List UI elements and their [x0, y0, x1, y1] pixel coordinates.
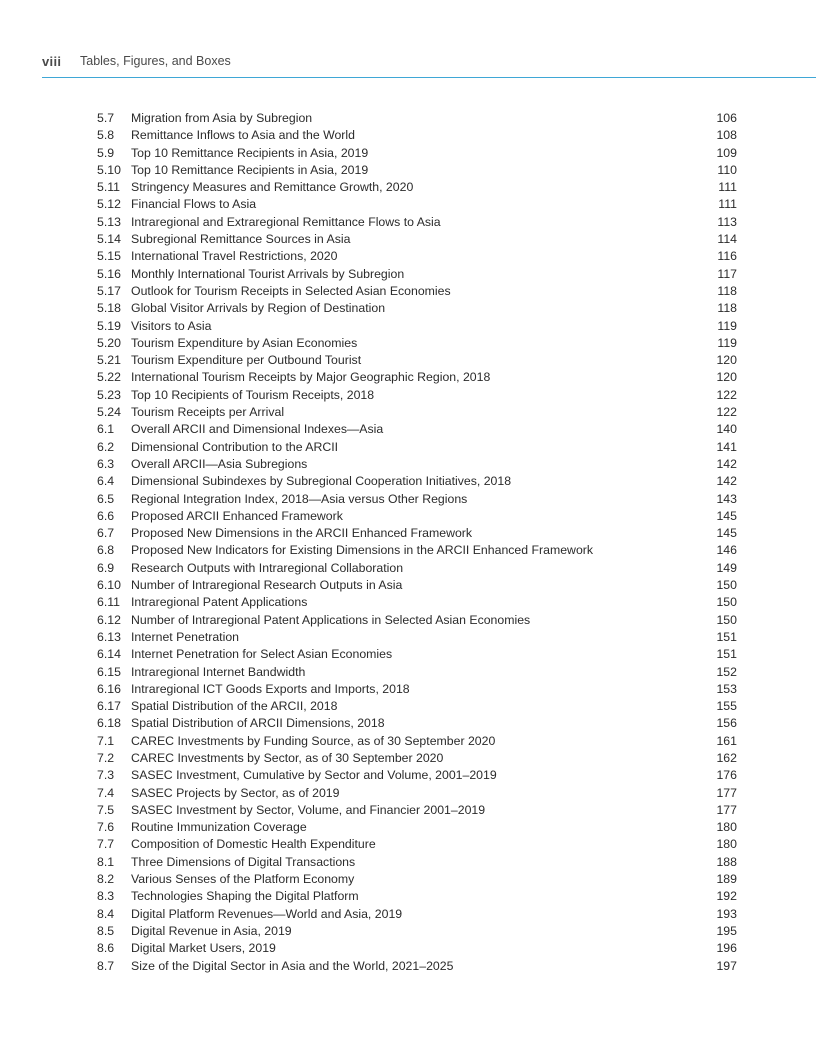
entry-title: SASEC Investment by Sector, Volume, and Financier 2001–2019: [131, 802, 486, 817]
entry-page-number: 106: [716, 111, 737, 125]
toc-entry[interactable]: [97, 940, 737, 957]
entry-number: 6.8: [97, 543, 115, 558]
entry-number: 7.3: [97, 768, 115, 783]
entry-number: 5.7: [97, 111, 115, 125]
entry-page-number: 116: [717, 249, 737, 264]
entry-number: 6.2: [97, 439, 115, 454]
toc-entry[interactable]: [97, 888, 737, 905]
entry-page-number: 119: [717, 318, 737, 333]
toc-entry[interactable]: [97, 352, 737, 369]
entry-title: Global Visitor Arrivals by Region of Destination: [131, 301, 386, 316]
entry-title: Digital Revenue in Asia, 2019: [131, 923, 292, 938]
entry-number: 8.6: [97, 941, 115, 956]
entry-number: 5.16: [97, 266, 121, 281]
entry-title: Proposed New Indicators for Existing Dimensions in the ARCII Enhanced Framework: [131, 543, 594, 558]
toc-entry[interactable]: [97, 127, 737, 144]
toc-entry[interactable]: [97, 369, 737, 386]
entry-page-number: 143: [716, 491, 737, 506]
entry-page-number: 145: [716, 508, 737, 523]
entry-page-number: 108: [716, 128, 737, 143]
toc-entry[interactable]: [97, 508, 737, 525]
toc-entry[interactable]: [97, 560, 737, 577]
entry-page-number: 118: [717, 283, 737, 298]
entry-page-number: 177: [716, 785, 737, 800]
entry-number: 5.15: [97, 249, 121, 264]
entry-title: Migration from Asia by Subregion: [131, 111, 313, 125]
entry-title: Routine Immunization Coverage: [131, 820, 307, 835]
entry-title: Dimensional Contribution to the ARCII: [131, 439, 339, 454]
entry-page-number: 140: [716, 422, 737, 437]
entry-title: Various Senses of the Platform Economy: [131, 872, 355, 887]
toc-entry[interactable]: [97, 750, 737, 767]
entry-page-number: 161: [716, 733, 737, 748]
toc-entry[interactable]: [97, 421, 737, 438]
entry-page-number: 150: [716, 612, 737, 627]
entry-number: 6.10: [97, 578, 121, 593]
entry-title: SASEC Investment, Cumulative by Sector and Volume, 2001–2019: [131, 768, 497, 783]
toc-entry[interactable]: [97, 214, 737, 231]
entry-number: 5.11: [97, 180, 121, 195]
entry-page-number: 110: [717, 162, 737, 177]
entry-page-number: 150: [716, 595, 737, 610]
entry-page-number: 155: [716, 699, 737, 714]
entry-page-number: 114: [717, 232, 737, 247]
entry-title: Spatial Distribution of ARCII Dimensions, 2018: [131, 716, 385, 731]
toc-entry[interactable]: [97, 525, 737, 542]
entry-number: 7.2: [97, 750, 115, 765]
entry-number: 6.11: [97, 595, 121, 610]
toc-entry[interactable]: [97, 733, 737, 750]
page-number: viii: [42, 54, 62, 69]
toc-entry[interactable]: [97, 715, 737, 732]
toc-entry[interactable]: [97, 871, 737, 888]
toc-entry[interactable]: [97, 819, 737, 836]
entry-title: Top 10 Recipients of Tourism Receipts, 2018: [131, 387, 375, 402]
entry-number: 5.21: [97, 353, 121, 368]
entry-title: Internet Penetration: [131, 629, 240, 644]
entry-page-number: 145: [716, 526, 737, 541]
toc-entry[interactable]: [97, 110, 737, 127]
entry-number: 6.16: [97, 681, 121, 696]
entry-title: Intraregional ICT Goods Exports and Imports, 2018: [131, 681, 410, 696]
entry-page-number: 195: [716, 923, 737, 938]
entry-title: Research Outputs with Intraregional Collaboration: [131, 560, 404, 575]
toc-entry[interactable]: [97, 854, 737, 871]
entry-number: 6.15: [97, 664, 121, 679]
toc-entry[interactable]: [97, 785, 737, 802]
entry-title: CAREC Investments by Funding Source, as of 30 September 2020: [131, 733, 496, 748]
entry-page-number: 188: [716, 854, 737, 869]
entry-page-number: 156: [716, 716, 737, 731]
toc-entry[interactable]: [97, 387, 737, 404]
page-header: [42, 52, 816, 76]
entry-title: Regional Integration Index, 2018—Asia versus Other Regions: [131, 491, 468, 506]
entry-number: 7.6: [97, 820, 115, 835]
entry-page-number: 196: [716, 941, 737, 956]
entry-page-number: 193: [716, 906, 737, 921]
entry-number: 6.17: [97, 699, 121, 714]
entry-title: Financial Flows to Asia: [131, 197, 257, 212]
entry-number: 8.4: [97, 906, 115, 921]
toc-entry[interactable]: [97, 248, 737, 265]
entry-number: 6.4: [97, 474, 115, 489]
running-title: Tables, Figures, and Boxes: [80, 54, 231, 68]
entry-title: Number of Intraregional Research Outputs in Asia: [131, 578, 403, 593]
entry-number: 6.1: [97, 422, 115, 437]
entry-number: 7.1: [97, 733, 115, 748]
entry-title: Digital Platform Revenues—World and Asia, 2019: [131, 906, 403, 921]
entry-number: 8.1: [97, 854, 115, 869]
toc-entry[interactable]: [97, 594, 737, 611]
entry-title: Intraregional Internet Bandwidth: [131, 664, 306, 679]
toc-entry[interactable]: [97, 906, 737, 923]
entry-number: 5.19: [97, 318, 121, 333]
entry-number: 5.18: [97, 301, 121, 316]
entry-title: Number of Intraregional Patent Applications in Selected Asian Economies: [131, 612, 531, 627]
entry-title: Intraregional and Extraregional Remittance Flows to Asia: [131, 214, 441, 229]
entry-page-number: 152: [716, 664, 737, 679]
entry-title: SASEC Projects by Sector, as of 2019: [131, 785, 340, 800]
toc-entry[interactable]: [97, 542, 737, 559]
entry-number: 7.5: [97, 802, 115, 817]
entry-page-number: 162: [716, 750, 737, 765]
toc-entry[interactable]: [97, 318, 737, 335]
entry-number: 6.14: [97, 647, 121, 662]
entry-page-number: 197: [716, 958, 737, 973]
entry-title: Monthly International Tourist Arrivals by Subregion: [131, 266, 405, 281]
entry-page-number: 111: [718, 197, 737, 212]
entry-title: Three Dimensions of Digital Transactions: [131, 854, 356, 869]
entry-title: Tourism Receipts per Arrival: [131, 405, 285, 420]
entry-page-number: 176: [716, 768, 737, 783]
entry-page-number: 122: [716, 405, 737, 420]
entry-page-number: 117: [717, 266, 737, 281]
toc-entry[interactable]: [97, 439, 737, 456]
entry-number: 5.8: [97, 128, 115, 143]
entry-title: Composition of Domestic Health Expenditure: [131, 837, 376, 852]
entry-number: 5.10: [97, 162, 121, 177]
entry-number: 8.3: [97, 889, 115, 904]
toc-entry[interactable]: [97, 456, 737, 473]
entry-number: 8.7: [97, 958, 115, 973]
entry-number: 6.6: [97, 508, 115, 523]
entry-page-number: 150: [716, 578, 737, 593]
entry-page-number: 118: [717, 301, 737, 316]
entry-number: 5.17: [97, 283, 121, 298]
toc-entry[interactable]: [97, 145, 737, 162]
entry-page-number: 180: [716, 837, 737, 852]
entry-page-number: 109: [716, 145, 737, 160]
entry-number: 7.7: [97, 837, 115, 852]
toc-entry[interactable]: [97, 646, 737, 663]
entry-number: 6.3: [97, 456, 115, 471]
entry-number: 5.23: [97, 387, 121, 402]
entry-page-number: 189: [716, 872, 737, 887]
entry-number: 6.12: [97, 612, 121, 627]
entry-page-number: 180: [716, 820, 737, 835]
entry-number: 5.24: [97, 405, 121, 420]
entry-title: International Travel Restrictions, 2020: [131, 249, 338, 264]
entry-page-number: 151: [716, 629, 737, 644]
toc-entry[interactable]: [97, 681, 737, 698]
toc-entry[interactable]: [97, 196, 737, 213]
entry-title: Visitors to Asia: [131, 318, 212, 333]
toc-entry[interactable]: [97, 266, 737, 283]
entry-title: Overall ARCII and Dimensional Indexes—Asia: [131, 422, 384, 437]
entry-number: 5.9: [97, 145, 115, 160]
entry-page-number: 141: [716, 439, 737, 454]
entry-number: 6.9: [97, 560, 115, 575]
toc-entry[interactable]: [97, 698, 737, 715]
entry-number: 8.5: [97, 923, 115, 938]
entry-page-number: 151: [716, 647, 737, 662]
entry-page-number: 153: [716, 681, 737, 696]
entry-number: 5.14: [97, 232, 121, 247]
entry-title: Digital Market Users, 2019: [131, 941, 276, 956]
entry-title: Technologies Shaping the Digital Platform: [131, 889, 359, 904]
entry-title: Spatial Distribution of the ARCII, 2018: [131, 699, 338, 714]
entry-number: 5.12: [97, 197, 121, 212]
entry-title: Outlook for Tourism Receipts in Selected Asian Economies: [131, 283, 451, 298]
entry-number: 8.2: [97, 872, 115, 887]
figure-list: [97, 110, 737, 975]
toc-entry[interactable]: [97, 404, 737, 421]
entry-page-number: 122: [716, 387, 737, 402]
entry-title: Proposed New Dimensions in the ARCII Enhanced Framework: [131, 526, 473, 541]
entry-number: 6.5: [97, 491, 115, 506]
entry-title: Top 10 Remittance Recipients in Asia, 2019: [131, 145, 369, 160]
entry-title: Remittance Inflows to Asia and the World: [131, 128, 355, 143]
entry-title: International Tourism Receipts by Major Geographic Region, 2018: [131, 370, 491, 385]
entry-title: Size of the Digital Sector in Asia and the World, 2021–2025: [131, 958, 454, 973]
entry-page-number: 142: [716, 474, 737, 489]
entry-page-number: 120: [716, 353, 737, 368]
entry-title: Proposed ARCII Enhanced Framework: [131, 508, 343, 523]
toc-entry[interactable]: [97, 162, 737, 179]
toc-entry[interactable]: [97, 767, 737, 784]
entry-page-number: 113: [717, 214, 737, 229]
entry-page-number: 149: [716, 560, 737, 575]
toc-entry[interactable]: [97, 335, 737, 352]
toc-entry[interactable]: [97, 283, 737, 300]
entry-title: Dimensional Subindexes by Subregional Cooperation Initiatives, 2018: [131, 474, 512, 489]
entry-number: 6.13: [97, 629, 121, 644]
toc-entry[interactable]: [97, 836, 737, 853]
toc-entry[interactable]: [97, 491, 737, 508]
entry-number: 6.18: [97, 716, 121, 731]
toc-entry[interactable]: [97, 300, 737, 317]
entry-title: Internet Penetration for Select Asian Economies: [131, 647, 393, 662]
entry-page-number: 192: [716, 889, 737, 904]
entry-page-number: 177: [716, 802, 737, 817]
toc-entry[interactable]: [97, 577, 737, 594]
entry-number: 5.22: [97, 370, 121, 385]
toc-entry[interactable]: [97, 958, 737, 975]
entry-title: Subregional Remittance Sources in Asia: [131, 232, 351, 247]
entry-page-number: 120: [716, 370, 737, 385]
toc-entry[interactable]: [97, 923, 737, 940]
entry-number: 5.13: [97, 214, 121, 229]
entry-title: Tourism Expenditure per Outbound Tourist: [131, 353, 362, 368]
entry-title: Stringency Measures and Remittance Growth, 2020: [131, 180, 414, 195]
toc-entry[interactable]: [97, 629, 737, 646]
entry-page-number: 146: [716, 543, 737, 558]
entry-title: CAREC Investments by Sector, as of 30 September 2020: [131, 750, 444, 765]
entry-page-number: 119: [717, 335, 737, 350]
entry-number: 7.4: [97, 785, 115, 800]
header-rule: [42, 77, 816, 78]
entry-page-number: 111: [718, 180, 737, 195]
toc-entry[interactable]: [97, 612, 737, 629]
entry-number: 5.20: [97, 335, 121, 350]
toc-entry[interactable]: [97, 664, 737, 681]
toc-entry[interactable]: [97, 179, 737, 196]
toc-entry[interactable]: [97, 231, 737, 248]
entry-number: 6.7: [97, 526, 115, 541]
entry-page-number: 142: [716, 456, 737, 471]
entry-title: Overall ARCII—Asia Subregions: [131, 456, 308, 471]
entry-title: Tourism Expenditure by Asian Economies: [131, 335, 358, 350]
entry-title: Top 10 Remittance Recipients in Asia, 2019: [131, 162, 369, 177]
toc-entry[interactable]: [97, 473, 737, 490]
toc-entry[interactable]: [97, 802, 737, 819]
entry-title: Intraregional Patent Applications: [131, 595, 308, 610]
